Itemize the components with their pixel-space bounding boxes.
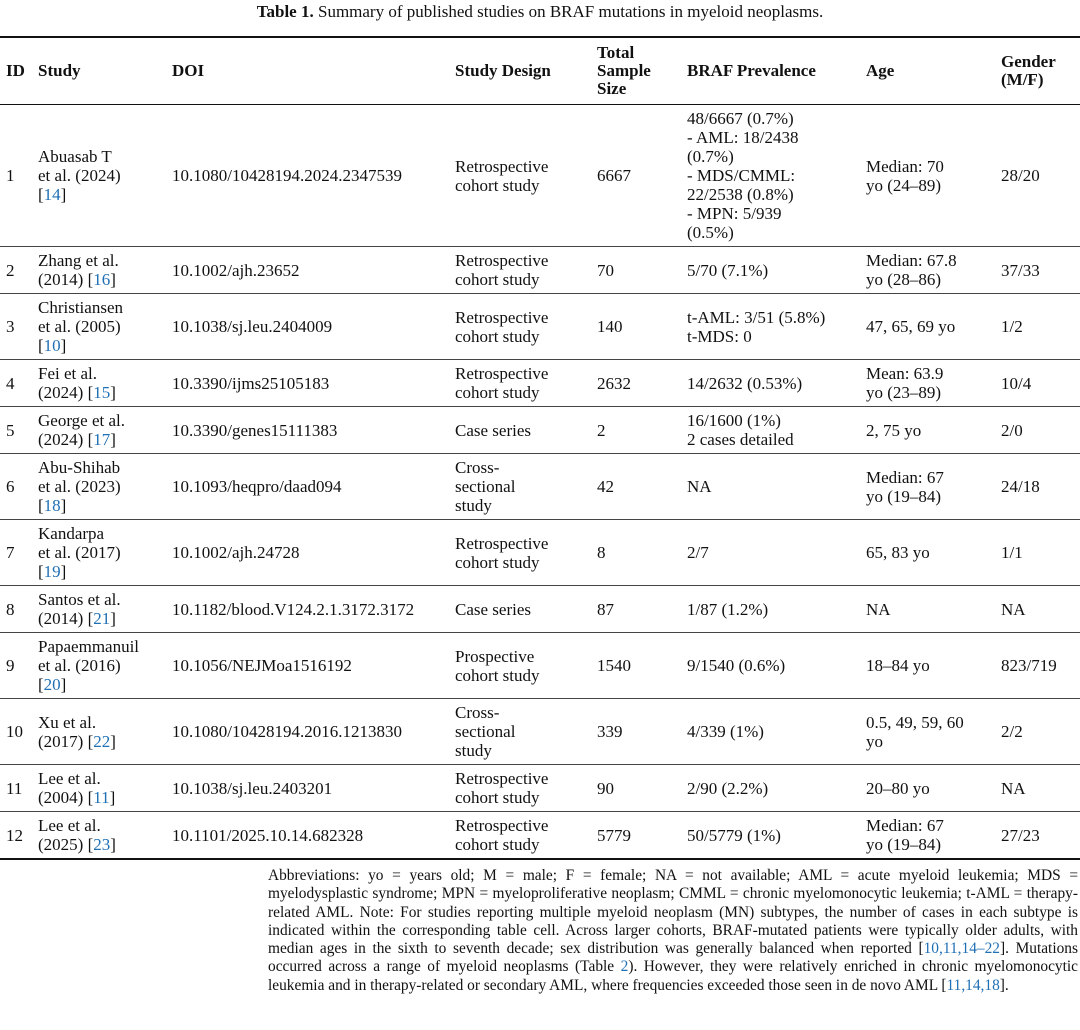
table-footnote <box>268 860 1078 995</box>
study-line: Christiansen <box>38 298 123 317</box>
design-line: Case series <box>455 599 532 619</box>
cell-study-design <box>449 633 591 699</box>
cell-doi: 10.1080/10428194.2016.1213830 <box>166 699 449 765</box>
header-doi: DOI <box>166 37 449 105</box>
prevalence-line: t-AML: 3/51 (5.8%) <box>687 307 826 327</box>
bracket-open: [ <box>38 185 44 204</box>
prevalence-line: 16/1600 (1%) <box>687 411 781 430</box>
prevalence-line: 2 cases detailed <box>687 430 794 449</box>
cell-age <box>860 586 995 633</box>
cell-study-design <box>449 247 591 294</box>
prevalence-line: 48/6667 (0.7%) <box>687 109 794 128</box>
cell-doi: 10.1101/2025.10.14.682328 <box>166 812 449 860</box>
cell-study <box>32 247 166 294</box>
cell-braf-prevalence <box>681 360 860 407</box>
cell-braf-prevalence <box>681 812 860 860</box>
cell-study-design <box>449 407 591 454</box>
age-line: yo (24–89) <box>866 175 942 195</box>
cell-braf-prevalence <box>681 105 860 247</box>
bracket-close: ] <box>60 496 67 515</box>
footnote-text: Abbreviations: yo = years old; M = male; F = female; NA = not available; AML = acute myeloid leukemia; MDS = myelodysplastic syndrome; MPN = myeloproliferative neoplasm; CMML = chronic myelomonocytic leukemia; t-AML = therapy-related AML. Note: For studies reporting multiple myeloid neoplasm (MN) subtypes, the number of cases in each subtype is indicated within the corresponding table cell. Across larger cohorts, BRAF-mutated patients were typically older adults, with median ages in the sixth to seventh decade; sex distribution was generally balanced when reported [ <box>268 867 1078 958</box>
citation-link[interactable]: 15 <box>93 383 111 402</box>
study-line: Kandarpa <box>38 524 105 543</box>
table-row <box>0 360 1080 407</box>
cell-study <box>32 360 166 407</box>
age-line: Mean: 63.9 <box>866 364 944 383</box>
cell-doi: 10.1002/ajh.23652 <box>166 247 449 294</box>
design-line: Retrospective <box>455 533 549 553</box>
header-gender-line: (M/F) <box>1001 70 1044 89</box>
bracket-close: ] <box>110 383 116 402</box>
cell-gender: NA <box>995 586 1080 633</box>
age-line: Median: 67 <box>866 816 944 835</box>
table-row <box>0 105 1080 247</box>
design-line: Cross- <box>455 458 500 477</box>
study-line-wrap <box>38 609 162 628</box>
age-line: yo (28–86) <box>866 270 942 289</box>
citation-link[interactable]: 10 <box>43 336 61 355</box>
cell-braf-prevalence <box>681 586 860 633</box>
design-line: Retrospective <box>455 816 549 835</box>
cell-doi: 10.3390/genes15111383 <box>166 407 449 454</box>
cell-study-design <box>449 105 591 247</box>
cell-doi: 10.1093/heqpro/daad094 <box>166 454 449 520</box>
design-line: Retrospective <box>455 156 549 176</box>
table-row <box>0 812 1080 860</box>
study-line: (2025) [ <box>38 835 94 854</box>
design-line: study <box>455 741 492 760</box>
table-row <box>0 586 1080 633</box>
cell-study <box>32 407 166 454</box>
age-line: yo (19–84) <box>866 486 942 506</box>
study-line-wrap <box>38 835 162 854</box>
header-study: Study <box>32 37 166 105</box>
bracket-close: ] <box>110 609 116 628</box>
table-row <box>0 699 1080 765</box>
cell-age <box>860 407 995 454</box>
cell-gender: 823/719 <box>995 633 1080 699</box>
cell-doi: 10.3390/ijms25105183 <box>166 360 449 407</box>
cell-study-design <box>449 520 591 586</box>
table-row <box>0 294 1080 360</box>
bracket-close: ] <box>60 675 67 694</box>
study-line: et al. (2024) <box>38 166 121 185</box>
header-gender <box>995 37 1080 105</box>
citation-link[interactable]: 21 <box>93 609 111 628</box>
cell-study-design <box>449 812 591 860</box>
cell-age <box>860 765 995 812</box>
age-line: 20–80 yo <box>866 778 930 798</box>
design-line: cohort study <box>455 383 540 402</box>
prevalence-line: - MPN: 5/939 <box>687 204 782 223</box>
study-line: Papaemmanuil <box>38 637 140 656</box>
age-line: yo (23–89) <box>866 383 942 402</box>
design-line: cohort study <box>455 665 540 685</box>
cell-sample-size: 6667 <box>591 105 681 247</box>
citation-link[interactable]: 11,14,18 <box>946 976 1000 994</box>
design-line: cohort study <box>455 552 540 572</box>
citation-link[interactable]: 16 <box>93 270 111 289</box>
study-ref-line <box>38 185 162 204</box>
cell-sample-size: 87 <box>591 586 681 633</box>
cell-study <box>32 294 166 360</box>
study-line: (2004) [ <box>38 788 94 807</box>
cell-gender: NA <box>995 765 1080 812</box>
cell-study <box>32 812 166 860</box>
design-line: study <box>455 496 492 515</box>
cell-age <box>860 699 995 765</box>
design-line: Retrospective <box>455 364 549 383</box>
citation-link[interactable]: 22 <box>93 731 111 751</box>
header-total-sample-size <box>591 37 681 105</box>
cell-sample-size: 140 <box>591 294 681 360</box>
bracket-close: ] <box>60 562 67 581</box>
header-size-line: Size <box>597 79 627 98</box>
cell-age <box>860 360 995 407</box>
study-line-wrap <box>38 430 162 449</box>
bracket-open: [ <box>38 496 44 515</box>
bracket-close: ] <box>60 336 67 355</box>
cell-braf-prevalence <box>681 520 860 586</box>
cell-braf-prevalence <box>681 294 860 360</box>
cell-sample-size: 339 <box>591 699 681 765</box>
study-ref-line <box>38 336 162 355</box>
study-ref-line <box>38 675 162 694</box>
prevalence-line: 9/1540 (0.6%) <box>687 656 786 675</box>
study-line: Lee et al. <box>38 769 101 788</box>
cell-age <box>860 247 995 294</box>
study-line: Abu-Shihab <box>38 458 121 477</box>
age-line: Median: 70 <box>866 156 944 176</box>
table-row <box>0 407 1080 454</box>
study-line: et al. (2017) <box>38 543 121 562</box>
footnote-text: ). However, they were relatively enriched in chronic myelomonocytic leukemia and in therapy-related or secondary AML, where frequencies exceeded those seen in de novo AML [ <box>268 958 1078 994</box>
bracket-close: ] <box>110 835 116 854</box>
prevalence-line: 2/7 <box>687 543 709 562</box>
study-line: (2017) [ <box>38 731 94 751</box>
citation-link[interactable]: 11 <box>93 788 110 807</box>
footnote-text: ]. <box>999 976 1009 994</box>
prevalence-line: 22/2538 (0.8%) <box>687 185 794 204</box>
cell-study-design <box>449 765 591 812</box>
table-row <box>0 765 1080 812</box>
bracket-close: ] <box>109 788 116 807</box>
cell-braf-prevalence <box>681 699 860 765</box>
cell-study-design <box>449 699 591 765</box>
design-line: Prospective <box>455 646 535 666</box>
cell-doi: 10.1080/10428194.2024.2347539 <box>166 105 449 247</box>
cell-braf-prevalence <box>681 454 860 520</box>
design-line: Cross- <box>455 703 500 722</box>
cell-id: 1 <box>0 105 32 247</box>
header-age: Age <box>860 37 995 105</box>
header-gender-line: Gender <box>1001 52 1056 71</box>
cell-doi: 10.1056/NEJMoa1516192 <box>166 633 449 699</box>
cell-sample-size: 2632 <box>591 360 681 407</box>
study-line: Zhang et al. <box>38 251 119 270</box>
design-line: cohort study <box>455 835 540 854</box>
age-line: 65, 83 yo <box>866 543 930 562</box>
bracket-open: [ <box>38 562 44 581</box>
design-line: Retrospective <box>455 769 549 788</box>
header-size-line: Total <box>597 43 635 62</box>
cell-braf-prevalence <box>681 633 860 699</box>
cell-gender: 1/1 <box>995 520 1080 586</box>
age-line: 18–84 yo <box>866 656 930 675</box>
cell-study <box>32 454 166 520</box>
cell-age <box>860 633 995 699</box>
cell-sample-size: 5779 <box>591 812 681 860</box>
study-line-wrap <box>38 732 162 751</box>
age-line: 0.5, 49, 59, 60 <box>866 712 964 732</box>
study-line: et al. (2005) <box>38 317 121 336</box>
footnote-text: ]. Mutations occurred across a range of myeloid neoplasms (Table <box>268 940 1078 976</box>
study-line: Santos et al. <box>38 590 121 609</box>
prevalence-line: - AML: 18/2438 <box>687 128 799 147</box>
cell-id: 6 <box>0 454 32 520</box>
header-study-design: Study Design <box>449 37 591 105</box>
study-line: Lee et al. <box>38 816 101 835</box>
study-line-wrap <box>38 788 162 807</box>
citation-link[interactable]: 18 <box>43 496 61 515</box>
age-line: NA <box>866 599 891 619</box>
header-size-line: Sample <box>597 61 651 80</box>
table-header-row <box>0 37 1080 105</box>
cell-sample-size: 90 <box>591 765 681 812</box>
cell-study-design <box>449 454 591 520</box>
studies-table <box>0 36 1080 860</box>
study-line-wrap <box>38 270 162 289</box>
table-row <box>0 633 1080 699</box>
cell-gender: 28/20 <box>995 105 1080 247</box>
table-row <box>0 520 1080 586</box>
study-line: (2014) [ <box>38 609 94 628</box>
cell-age <box>860 294 995 360</box>
prevalence-line: 4/339 (1%) <box>687 722 764 741</box>
table-caption-text: Summary of published studies on BRAF mutations in myeloid neoplasms. <box>313 2 824 21</box>
table-caption-wrap <box>0 0 1080 36</box>
cell-study <box>32 586 166 633</box>
cell-study-design <box>449 360 591 407</box>
design-line: sectional <box>455 722 516 741</box>
age-line: Median: 67.8 <box>866 251 957 270</box>
cell-sample-size: 8 <box>591 520 681 586</box>
cell-gender: 2/2 <box>995 699 1080 765</box>
cell-gender: 27/23 <box>995 812 1080 860</box>
cell-study <box>32 520 166 586</box>
bracket-open: [ <box>38 675 44 694</box>
cell-sample-size: 42 <box>591 454 681 520</box>
design-line: cohort study <box>455 270 540 289</box>
bracket-close: ] <box>110 430 116 449</box>
table-caption <box>0 0 1080 21</box>
study-line: George et al. <box>38 411 126 430</box>
age-line: 2, 75 yo <box>866 420 922 440</box>
bracket-close: ] <box>60 185 67 204</box>
cell-braf-prevalence <box>681 247 860 294</box>
cell-id: 11 <box>0 765 32 812</box>
age-line: 47, 65, 69 yo <box>866 317 956 336</box>
bracket-open: [ <box>38 336 44 355</box>
study-line: (2014) [ <box>38 270 94 289</box>
cell-doi: 10.1038/sj.leu.2403201 <box>166 765 449 812</box>
study-line: (2024) [ <box>38 430 94 449</box>
cell-sample-size: 70 <box>591 247 681 294</box>
prevalence-line: 5/70 (7.1%) <box>687 260 769 280</box>
study-ref-line <box>38 496 162 515</box>
prevalence-line: NA <box>687 477 712 496</box>
cell-study-design <box>449 586 591 633</box>
cell-age <box>860 454 995 520</box>
cell-id: 7 <box>0 520 32 586</box>
cell-gender: 10/4 <box>995 360 1080 407</box>
table-row <box>0 454 1080 520</box>
cell-age <box>860 105 995 247</box>
design-line: sectional <box>455 477 516 496</box>
cell-sample-size: 1540 <box>591 633 681 699</box>
prevalence-line: (0.7%) <box>687 147 734 166</box>
cell-sample-size: 2 <box>591 407 681 454</box>
table-caption-label: Table 1. <box>256 2 314 21</box>
citation-link[interactable]: 17 <box>93 430 111 449</box>
cell-study <box>32 699 166 765</box>
age-line: Median: 67 <box>866 467 944 487</box>
cell-gender: 37/33 <box>995 247 1080 294</box>
bracket-close: ] <box>110 731 116 751</box>
study-ref-line <box>38 562 162 581</box>
table-body <box>0 105 1080 860</box>
citation-link[interactable]: 10,11,14–22 <box>923 940 1000 958</box>
age-line: yo (19–84) <box>866 835 942 854</box>
cell-id: 5 <box>0 407 32 454</box>
cell-doi: 10.1038/sj.leu.2404009 <box>166 294 449 360</box>
cell-id: 2 <box>0 247 32 294</box>
cell-doi: 10.1182/blood.V124.2.1.3172.3172 <box>166 586 449 633</box>
cell-braf-prevalence <box>681 765 860 812</box>
design-line: Retrospective <box>455 251 549 270</box>
cell-study-design <box>449 294 591 360</box>
prevalence-line: - MDS/CMML: <box>687 166 796 185</box>
cell-id: 8 <box>0 586 32 633</box>
cell-age <box>860 520 995 586</box>
prevalence-line: (0.5%) <box>687 223 734 242</box>
study-line: et al. (2016) <box>38 656 121 675</box>
cell-study <box>32 765 166 812</box>
citation-link[interactable]: 14 <box>43 185 61 204</box>
study-line: (2024) [ <box>38 383 94 402</box>
prevalence-line: 50/5779 (1%) <box>687 825 781 845</box>
cell-id: 3 <box>0 294 32 360</box>
design-line: cohort study <box>455 788 540 807</box>
cell-study <box>32 633 166 699</box>
prevalence-line: t-MDS: 0 <box>687 326 752 346</box>
cell-id: 4 <box>0 360 32 407</box>
citation-link[interactable]: 23 <box>93 835 111 854</box>
cell-gender: 1/2 <box>995 294 1080 360</box>
design-line: cohort study <box>455 326 540 346</box>
study-line: Xu et al. <box>38 712 97 732</box>
cell-braf-prevalence <box>681 407 860 454</box>
prevalence-line: 1/87 (1.2%) <box>687 599 769 619</box>
study-line: Fei et al. <box>38 364 98 383</box>
citation-link[interactable]: 20 <box>43 675 61 694</box>
design-line: Retrospective <box>455 307 549 327</box>
design-line: Case series <box>455 420 532 440</box>
header-id: ID <box>0 37 32 105</box>
cell-gender: 2/0 <box>995 407 1080 454</box>
bracket-close: ] <box>110 270 116 289</box>
header-braf-prevalence: BRAF Prevalence <box>681 37 860 105</box>
cell-gender: 24/18 <box>995 454 1080 520</box>
cell-doi: 10.1002/ajh.24728 <box>166 520 449 586</box>
prevalence-line: 2/90 (2.2%) <box>687 778 769 798</box>
study-line-wrap <box>38 383 162 402</box>
table-reference-link[interactable]: 2 <box>620 958 629 976</box>
cell-age <box>860 812 995 860</box>
citation-link[interactable]: 19 <box>43 562 61 581</box>
cell-study <box>32 105 166 247</box>
cell-id: 9 <box>0 633 32 699</box>
prevalence-line: 14/2632 (0.53%) <box>687 373 803 393</box>
age-line: yo <box>866 731 883 751</box>
study-line: Abuasab T <box>38 147 112 166</box>
study-line: et al. (2023) <box>38 477 121 496</box>
cell-id: 12 <box>0 812 32 860</box>
cell-id: 10 <box>0 699 32 765</box>
design-line: cohort study <box>455 175 540 195</box>
table-row <box>0 247 1080 294</box>
